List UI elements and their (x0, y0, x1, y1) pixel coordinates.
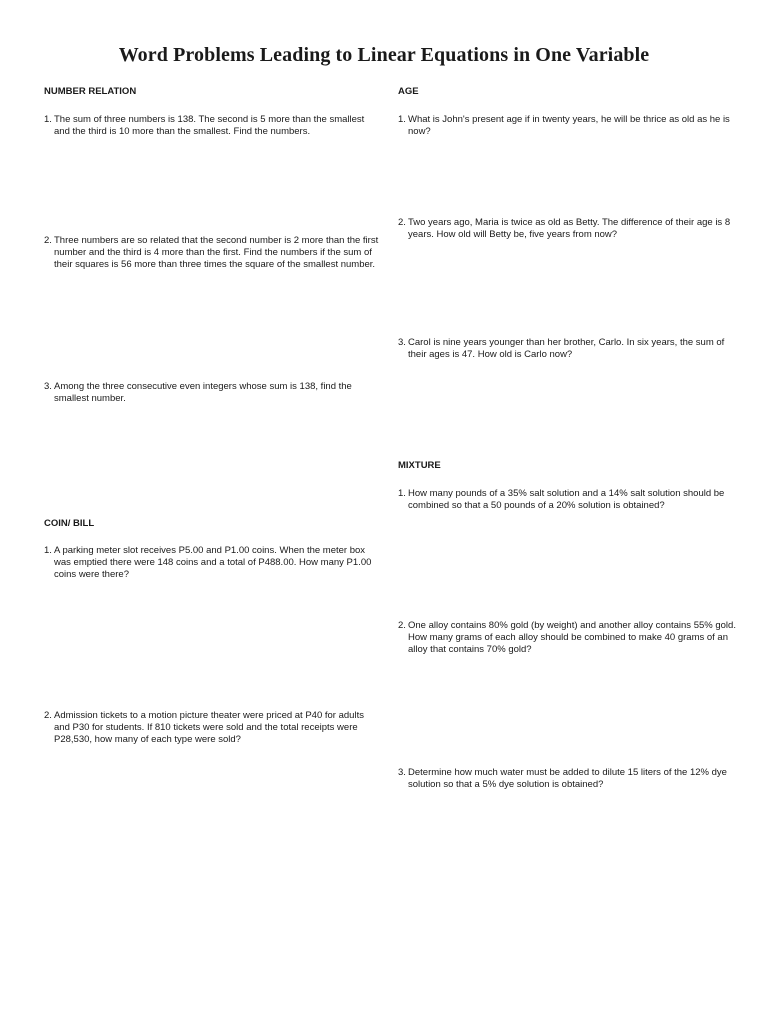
problem-number: 1. (398, 488, 406, 499)
problem-number: 2. (398, 620, 406, 631)
section-heading-number-relation: NUMBER RELATION (44, 86, 137, 97)
problem-number-relation-2 (44, 235, 382, 271)
problem-number: 3. (398, 337, 406, 348)
problem-text: How many pounds of a 35% salt solution and a 14% salt solution should be combined so that a 50 pounds of a 20% solution is obtained? (408, 488, 725, 511)
problem-number: 1. (398, 114, 406, 125)
problem-mixture-3 (398, 767, 736, 791)
problem-number-relation-3 (44, 381, 382, 405)
problem-text: Determine how much water must be added to dilute 15 liters of the 12% dye solution so that a 5% dye solution is obtained? (408, 767, 727, 790)
problem-number: 3. (44, 381, 52, 392)
section-heading-age: AGE (398, 86, 419, 97)
problem-coin-bill-1 (44, 545, 382, 581)
problem-text: Carol is nine years younger than her brother, Carlo. In six years, the sum of their ages is 47. How old is Carlo now? (408, 337, 725, 360)
problem-number-relation-1 (44, 114, 382, 138)
section-heading-coin-bill: COIN/ BILL (44, 518, 95, 529)
problem-text: A parking meter slot receives P5.00 and P1.00 coins. When the meter box was emptied there were 148 coins and a total of P488.00. How many P1.00 coins were there? (54, 545, 372, 580)
problem-age-2 (398, 217, 736, 241)
problem-text: Among the three consecutive even integers whose sum is 138, find the smallest number. (54, 381, 352, 404)
problem-text: Two years ago, Maria is twice as old as Betty. The difference of their age is 8 years. How old will Betty be, five years from now? (408, 217, 731, 240)
problem-number: 3. (398, 767, 406, 778)
page-title: Word Problems Leading to Linear Equations in One Variable (118, 44, 650, 66)
problem-text: What is John's present age if in twenty years, he will be thrice as old as he is now? (408, 114, 730, 137)
problem-text: Three numbers are so related that the second number is 2 more than the first number and the third is 4 more than the first. Find the numbers if the sum of their squares is 56 more than three times the square of the smallest number. (54, 235, 379, 270)
problem-age-3 (398, 337, 736, 361)
problem-number: 2. (44, 710, 52, 721)
problem-text: One alloy contains 80% gold (by weight) and another alloy contains 55% gold. How many grams of each alloy should be combined to make 40 grams of an alloy that contains 70% gold? (408, 620, 736, 655)
problem-mixture-1 (398, 488, 736, 512)
problem-text: Admission tickets to a motion picture theater were priced at P40 for adults and P30 for students. If 810 tickets were sold and the total receipts were P28,530, how many of each type were sold? (54, 710, 364, 745)
problem-number: 1. (44, 114, 52, 125)
problem-number: 2. (44, 235, 52, 246)
problem-text: The sum of three numbers is 138. The second is 5 more than the smallest and the third is 10 more than the smallest. Find the numbers. (54, 114, 365, 137)
section-heading-mixture: MIXTURE (398, 460, 441, 471)
problem-number: 1. (44, 545, 52, 556)
problem-number: 2. (398, 217, 406, 228)
problem-age-1 (398, 114, 736, 138)
problem-coin-bill-2 (44, 710, 382, 746)
problem-mixture-2 (398, 620, 736, 656)
